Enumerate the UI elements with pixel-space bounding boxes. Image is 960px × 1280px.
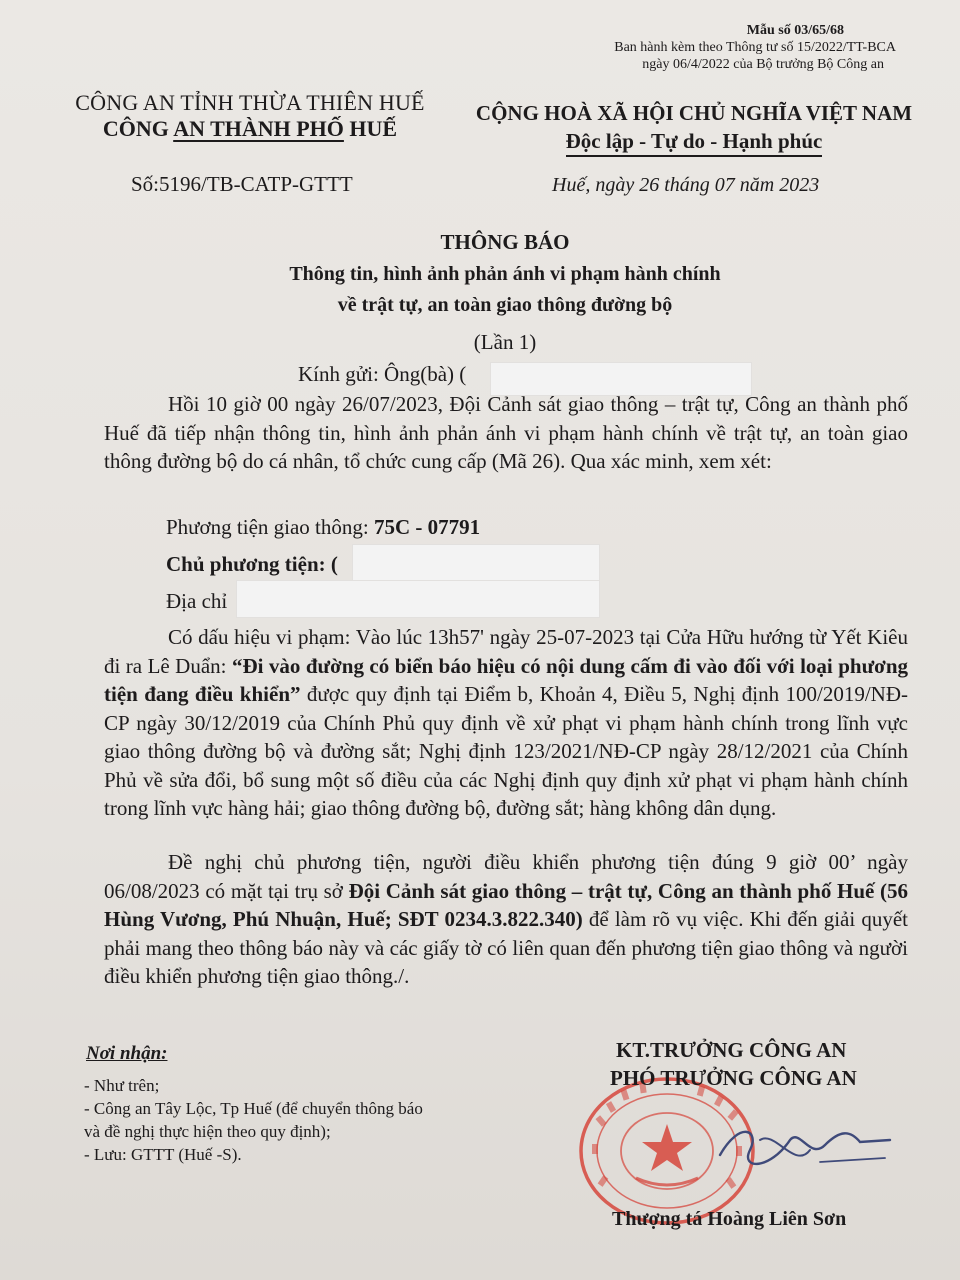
form-number: Mẫu số 03/65/68 [746, 23, 844, 38]
handwritten-signature-icon [700, 1100, 900, 1190]
owner-partial: ( [330, 552, 338, 576]
document-number: Số:5196/TB-CATP-GTTT [131, 172, 353, 196]
signer-title-1: KT.TRƯỞNG CÔNG AN [616, 1038, 847, 1062]
signer-name: Thượng tá Hoàng Liên Sơn [612, 1208, 847, 1230]
document-subtitle-1: Thông tin, hình ảnh phản ánh vi phạm hành chính [289, 263, 721, 285]
agency-name: CÔNG AN THÀNH PHỐ HUẾ [102, 116, 398, 141]
agency-underline: AN THÀNH PHỐ [173, 116, 344, 141]
nation-name: CỘNG HOÀ XÃ HỘI CHỦ NGHĨA VIỆT NAM [475, 101, 913, 125]
agency-header [70, 90, 430, 142]
motto: Độc lập - Tự do - Hạnh phúc [566, 129, 823, 157]
violation-paragraph: Có dấu hiệu vi phạm: Vào lúc 13h57' ngày 25-07-2023 tại Cửa Hữu hướng từ Yết Kiêu đi ra Lê Duẩn: “Đi vào đường có biển báo hiệu có nội dung cấm đi vào đối với loại phương tiện đang điều khiển” được quy định tại Điểm b, Khoản 4, Điều 5, Nghị định 100/2019/NĐ-CP ngày 30/12/2019 của Chính Phủ quy định về xử phạt vi phạm hành chính trong lĩnh vực giao thông đường bộ và đường sắt; Nghị định 123/2021/NĐ-CP ngày 28/12/2021 của Chính Phủ về sửa đổi, bổ sung một số điều của các Nghị định quy định xử phạt vi phạm hành chính trong lĩnh vực hàng hải; giao thông đường bộ, đường sắt; hàng không dân dụng. [104, 625, 908, 820]
recipient-item: - Như trên; [84, 1076, 160, 1095]
signer-title-2: PHÓ TRƯỞNG CÔNG AN [610, 1066, 857, 1090]
request-paragraph: Đề nghị chủ phương tiện, người điều khiển phương tiện đúng 9 giờ 00’ ngày 06/08/2023 có mặt tại trụ sở Đội Cảnh sát giao thông – trật tự, Công an thành phố Huế (56 Hùng Vương, Phú Nhuận, Huế; SĐT 0234.3.822.340) để làm rõ vụ việc. Khi đến giải quyết phải mang theo thông báo này và các giấy tờ có liên quan đến phương tiện giao thông và người điều khiển phương tiện giao thông./. [104, 850, 909, 988]
agency-parent: CÔNG AN TỈNH THỪA THIÊN HUẾ [75, 90, 425, 115]
national-header [455, 101, 933, 157]
notice-round: (Lần 1) [473, 330, 537, 354]
recipient-item: - Lưu: GTTT (Huế -S). [84, 1145, 242, 1164]
recipients-title: Nơi nhận: [86, 1043, 168, 1064]
owner-field: Chủ phương tiện: ( [166, 552, 338, 576]
document-title: THÔNG BÁO [440, 230, 570, 254]
document-date: Huế, ngày 26 tháng 07 năm 2023 [552, 174, 820, 196]
issued-by-line-2: ngày 06/4/2022 của Bộ trưởng Bộ Công an [642, 57, 884, 72]
document-subtitle-2: về trật tự, an toàn giao thông đường bộ [337, 294, 673, 316]
vehicle-plate: 75C - 07791 [373, 515, 481, 539]
redaction-owner [352, 544, 600, 582]
vehicle-field: Phương tiện giao thông: 75C - 07791 [166, 515, 481, 539]
recipient-item: và đề nghị thực hiện theo quy định); [84, 1122, 331, 1141]
recipient-item: - Công an Tây Lộc, Tp Huế (để chuyển thông báo [84, 1099, 423, 1118]
address-field: Địa chỉ [166, 589, 228, 613]
redaction-address [236, 580, 600, 618]
intro-paragraph: Hồi 10 giờ 00 ngày 26/07/2023, Đội Cảnh sát giao thông – trật tự, Công an thành phố Huế đã tiếp nhận thông tin, hình ảnh phản ánh vi phạm hành chính về trật tự, an toàn giao thông đường bộ do cá nhân, tổ chức cung cấp (Mã 26). Qua xác minh, xem xét: [104, 392, 908, 473]
recipient-line: Kính gửi: Ông(bà) ( [298, 362, 467, 386]
recipient-partial: ( [459, 362, 467, 386]
issued-by-line-1: Ban hành kèm theo Thông tư số 15/2022/TT-BCA [614, 40, 896, 55]
